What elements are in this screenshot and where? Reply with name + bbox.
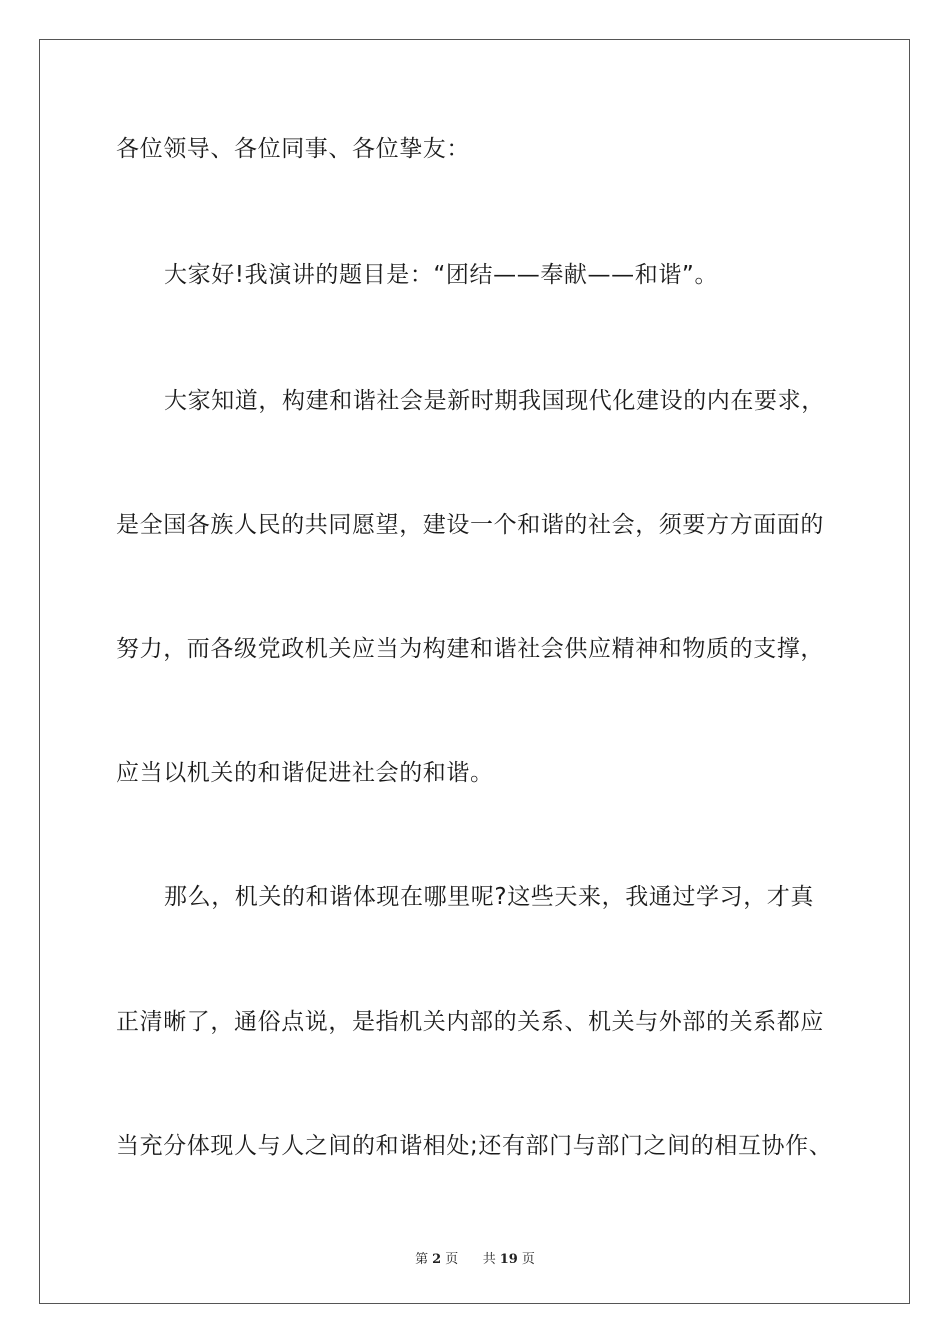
paragraph-line: 那么，机关的和谐体现在哪里呢?这些天来，我通过学习，才真 <box>164 884 815 910</box>
paragraph-line: 应当以机关的和谐促进社会的和谐。 <box>116 760 494 786</box>
total-pages-indicator <box>481 1252 537 1267</box>
paragraph-line: 当充分体现人与人之间的和谐相处;还有部门与部门之间的相互协作、 <box>116 1133 833 1159</box>
page-border <box>39 39 910 1304</box>
total-prefix: 共 <box>482 1252 496 1267</box>
page-number: 2 <box>432 1252 442 1267</box>
paragraph-line: 正清晰了，通俗点说，是指机关内部的关系、机关与外部的关系都应 <box>116 1009 824 1035</box>
paragraph-line: 大家好!我演讲的题目是：“团结——奉献——和谐”。 <box>164 262 719 288</box>
paragraph-line: 努力，而各级党政机关应当为构建和谐社会供应精神和物质的支撑， <box>116 636 824 662</box>
total-suffix: 页 <box>521 1252 535 1267</box>
page-suffix: 页 <box>445 1252 459 1267</box>
salutation-line: 各位领导、各位同事、各位挚友： <box>116 136 470 162</box>
page-indicator <box>413 1252 460 1267</box>
page-footer <box>0 1248 950 1267</box>
page-prefix: 第 <box>415 1252 429 1267</box>
paragraph-line: 是全国各族人民的共同愿望，建设一个和谐的社会，须要方方面面的 <box>116 512 824 538</box>
paragraph-line: 大家知道，构建和谐社会是新时期我国现代化建设的内在要求， <box>164 388 825 414</box>
total-pages: 19 <box>499 1252 518 1267</box>
